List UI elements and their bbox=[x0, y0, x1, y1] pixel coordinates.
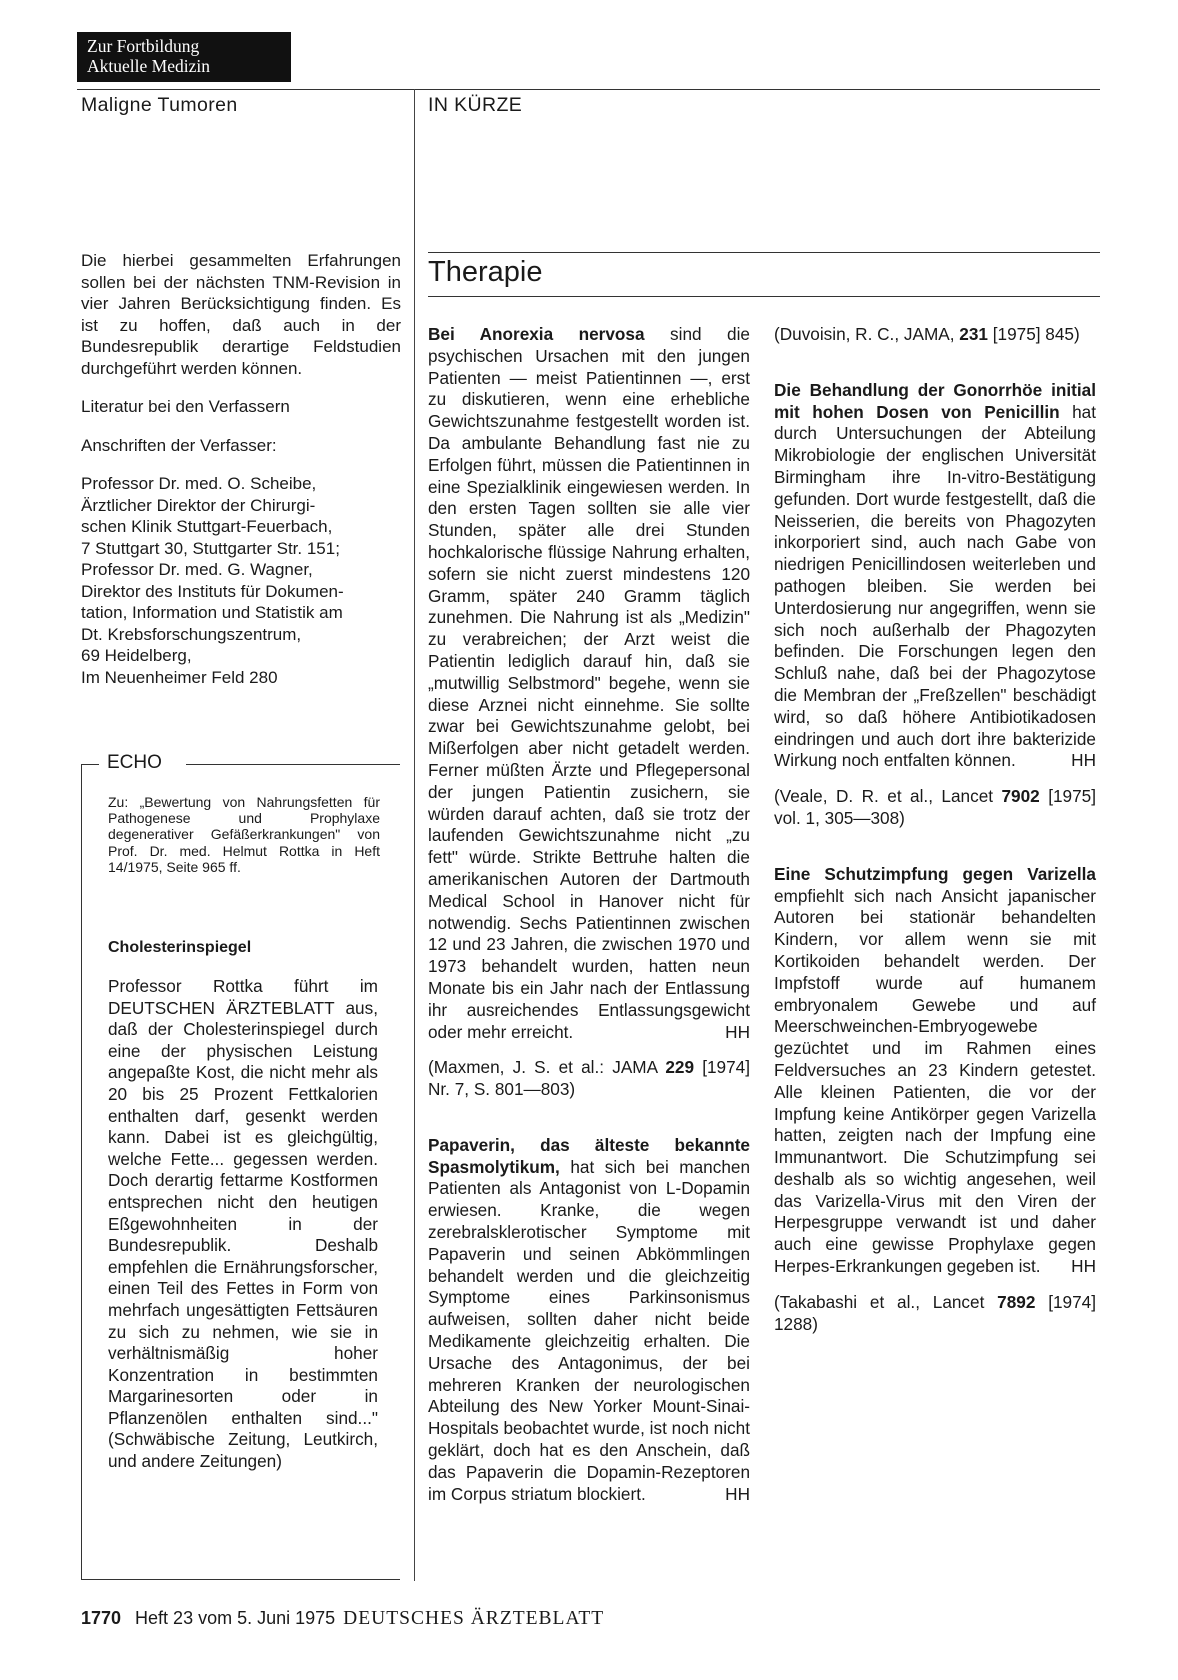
reference-text: [1974] Nr. 7, S. 801—803) bbox=[428, 1057, 750, 1100]
address-line: Direktor des Instituts für Dokumen- bbox=[81, 581, 344, 601]
author-signature: HH bbox=[1071, 750, 1096, 771]
article-anorexia bbox=[428, 324, 750, 1101]
top-rule bbox=[77, 89, 1100, 90]
reference-volume: 7902 bbox=[1001, 786, 1040, 807]
article-text: hat durch Untersuchungen der Abteilung Mikrobiologie der englischen Universität Birmingham ihre In-vitro-Bestätigung gefunden. Dort wurde festgestellt, daß die Neisserien, die bereits von Phagozyten inkorporiert sind, auch nach Gabe von niedrigen Penicillindosen weiterleben und pathogen bleiben. Sie werden bei Unterdosierung nur angegriffen, wenn sie sich noch außerhalb der Phagozyten befinden. Die Forschungen legen den Schluß nahe, daß bei der Phagozytose die Membran der „Freßzellen" beschädigt wird, so daß höhere Antibiotikadosen eindringen und auch dort ihre bakterizide Wirkung noch entfalten können. bbox=[774, 401, 1096, 771]
article-text: hat sich bei manchen Patienten als Antagonist von L-Dopamin erwiesen. Kranke, die wegen zerebralsklerotischer Symptome mit Papaverin und seinen Abkömmlingen behandelt werden und die gleichzeitig Symptome eines Parkinsonismus aufweisen, sollten daher nicht beide Medikamente gleichzeitig erhalten. Die Ursache des Antagonimus, der bei mehreren Kranken der neurologischen Abteilung des New Yorker Mount-Sinai-Hospitals beobachtet wurde, ist noch nicht geklärt, doch hat es den Anschein, daß das Papaverin die Dopamin-Rezeptoren im Corpus striatum blockiert. bbox=[428, 1156, 750, 1504]
therapie-bottom-rule bbox=[428, 296, 1100, 297]
echo-body: Professor Rottka führt im DEUTSCHEN ÄRZTEBLATT aus, daß der Cholesterinspiegel durch eine der physischen Leistung angepaßte Kost, die nicht mehr als 20 bis 25 Prozent Fettkalorien enthalten darf, gesenkt werden kann. Dabei ist es gleichgültig, welche Fette... gegessen werden. Doch derartig fettarme Kostformen entsprechen nicht den heutigen Eßgewohnheiten in der Bundesrepublik. Deshalb empfehlen die Ernährungsforscher, einen Teil des Fettes in Form von mehrfach ungesättigten Fettsäuren zu sich zu nehmen, wie sie in verhältnismäßig hoher Konzentration in bestimmten Margarinesorten oder in Pflanzenölen enthalten sind..." (Schwäbische Zeitung, Leutkirch, und andere Zeitungen) bbox=[108, 976, 378, 1472]
article-lead: Die Behandlung der Gonorrhöe initial mit hohen Dosen von Penicillin bbox=[774, 379, 1096, 422]
address-heading: Anschriften der Verfasser: bbox=[81, 435, 277, 455]
address-line: Professor Dr. med. G. Wagner, bbox=[81, 560, 313, 579]
address-line: Dt. Krebsforschungszentrum, bbox=[81, 624, 302, 644]
reference-text: [1975] 845) bbox=[987, 324, 1080, 344]
journal-name: DEUTSCHES ÄRZTEBLATT bbox=[343, 1608, 605, 1629]
article-papaverin bbox=[428, 1135, 750, 1506]
reference-text: (Takabashi et al., Lancet bbox=[774, 1291, 998, 1312]
address-line: schen Klinik Stuttgart-Feuerbach, bbox=[81, 517, 333, 536]
reference-volume: 229 bbox=[665, 1057, 695, 1078]
article-text: sind die psychischen Ursachen mit den jungen Patienten — meist Patientinnen —, erst zu diskutieren, wenn eine erhebliche Gewichtszunahme festgestellt worden ist. Da ambulante Behandlung fast nie zu Erfolgen führt, müssen die Patientinnen in eine Spezialklinik eingewiesen werden. In den ersten Tagen sollten sie alle vier Stunden, später alle drei Stunden hochkalorische flüssige Nahrung erhalten, sofern sie nicht zuerst mindestens 120 Gramm, später 240 Gramm täglich zunehmen. Die Nahrung ist als „Medizin" zu verabreichen; der Arzt weist die Patientin lediglich darauf hin, daß sie „mutwillig Selbstmord" begehe, wenn sie diese Arznei nicht einnehme. Sie sollte zwar bei Gewichtszunahme gelobt, bei Mißerfolgen aber nicht getadelt werden. Ferner müßten Ärzte und Pflegepersonal der jungen Patientin zusichern, sie würden darauf achten, daß sie trotz der laufenden Gewichtszunahme nicht „zu fett" würde. Strikte Bettruhe halten die amerikanischen Autoren der Dartmouth Medical School in Hanover nicht für notwendig. Sechs Patientinnen zwischen 12 und 23 Jahren, die zwischen 1970 und 1973 behandelt wurden, hatten neun Monate bis ein Jahr nach der Entlassung ihr ausreichendes Entlassungsgewicht oder mehr erreicht. bbox=[428, 324, 750, 1042]
column-divider bbox=[414, 89, 415, 1581]
article-lead: Bei Anorexia nervosa bbox=[428, 324, 645, 344]
article-varizella bbox=[774, 864, 1096, 1336]
reference-text: (Duvoisin, R. C., JAMA, bbox=[774, 324, 960, 344]
article-lead: Papaverin, das älteste bekannte Spasmolytikum, bbox=[428, 1134, 750, 1177]
address-line: 7 Stuttgart 30, Stuttgarter Str. 151; bbox=[81, 538, 340, 558]
issue-info: Heft 23 vom 5. Juni 1975 bbox=[135, 1608, 336, 1628]
address-line: Professor Dr. med. O. Scheibe, bbox=[81, 474, 317, 493]
article-lead: Eine Schutzimpfung gegen Varizella bbox=[774, 863, 1096, 884]
author-signature: HH bbox=[725, 1021, 750, 1042]
therapie-top-rule bbox=[428, 252, 1100, 253]
article-papaverin-continued bbox=[774, 324, 1096, 346]
address-line: 69 Heidelberg, bbox=[81, 646, 192, 665]
reference-volume: 231 bbox=[959, 324, 988, 344]
reference-text: [1975] vol. 1, 305—308) bbox=[774, 786, 1096, 828]
article-gonorrhoe bbox=[774, 380, 1096, 830]
reference-volume: 7892 bbox=[997, 1291, 1036, 1312]
echo-reference: Zu: „Bewertung von Nahrungsfetten für Pathogenese und Prophylaxe degenerativer Gefäßerkrankungen" von Prof. Dr. med. Helmut Rottka in Heft 14/1975, Seite 965 ff. bbox=[108, 794, 380, 875]
echo-box-top-rule bbox=[186, 764, 400, 765]
reference-text: [1974] 1288) bbox=[774, 1291, 1097, 1334]
page-number: 1770 bbox=[81, 1608, 122, 1628]
address-line: Im Neuenheimer Feld 280 bbox=[81, 667, 278, 687]
therapie-heading: Therapie bbox=[428, 256, 543, 288]
echo-title: ECHO bbox=[103, 752, 166, 774]
article-text: empfiehlt sich nach Ansicht japanischer Autoren bei stationär behandelten Kindern, vor allem wenn sie mit Kortikoiden behandelt werden. Der Impfstoff wurde auf humanem embryonalem Gewebe und auf Meerschweinchen-Embryogewebe gezüchtet und im Rahmen eines Feldversuches an 23 Kindern getestet. Alle kleinen Patienten, die vor der Impfung keine Antikörper gegen Varizella hatten, zeigten nach der Impfung eine Immunantwort. Die Schutzimpfung sei deshalb als so wichtig angesehen, weil das Varizella-Virus mit den Viren der Herpesgruppe verwandt ist und daher auch eine gewisse Prophylaxe gegen Herpes-Erkrankungen gegeben ist. bbox=[774, 885, 1096, 1277]
author-addresses bbox=[81, 473, 401, 688]
left-column bbox=[81, 250, 401, 688]
article-reference bbox=[774, 324, 1096, 346]
author-signature: HH bbox=[1071, 1256, 1096, 1277]
right-running-head: IN KÜRZE bbox=[428, 94, 523, 116]
section-badge bbox=[77, 32, 291, 82]
echo-heading: Cholesterinspiegel bbox=[108, 939, 252, 956]
echo-box-top-rule-left bbox=[81, 764, 99, 765]
article-reference bbox=[774, 786, 1096, 830]
intro-paragraph: Die hierbei gesammelten Erfahrungen sollen bei der nächsten TNM-Revision in vier Jahren Berücksichtigung finden. Es ist zu hoffen, daß auch in der Bundesrepublik derartige Feldstudien durchgeführt werden können. bbox=[81, 251, 401, 378]
reference-text: (Veale, D. R. et al., Lancet bbox=[774, 786, 1002, 807]
literature-note: Literatur bei den Verfassern bbox=[81, 397, 290, 416]
badge-line-2: Aktuelle Medizin bbox=[87, 56, 210, 76]
author-signature: HH bbox=[725, 1483, 750, 1504]
article-reference bbox=[774, 1292, 1096, 1336]
therapie-column-3 bbox=[774, 324, 1096, 1335]
article-reference bbox=[428, 1057, 750, 1101]
page-footer bbox=[81, 1608, 604, 1630]
address-line: Ärztlicher Direktor der Chirurgi- bbox=[81, 495, 316, 515]
reference-text: (Maxmen, J. S. et al.: JAMA bbox=[428, 1057, 666, 1078]
address-line: tation, Information und Statistik am bbox=[81, 603, 343, 622]
badge-line-1: Zur Fortbildung bbox=[87, 36, 200, 56]
left-running-head: Maligne Tumoren bbox=[81, 94, 238, 116]
therapie-column-2 bbox=[428, 324, 750, 1505]
